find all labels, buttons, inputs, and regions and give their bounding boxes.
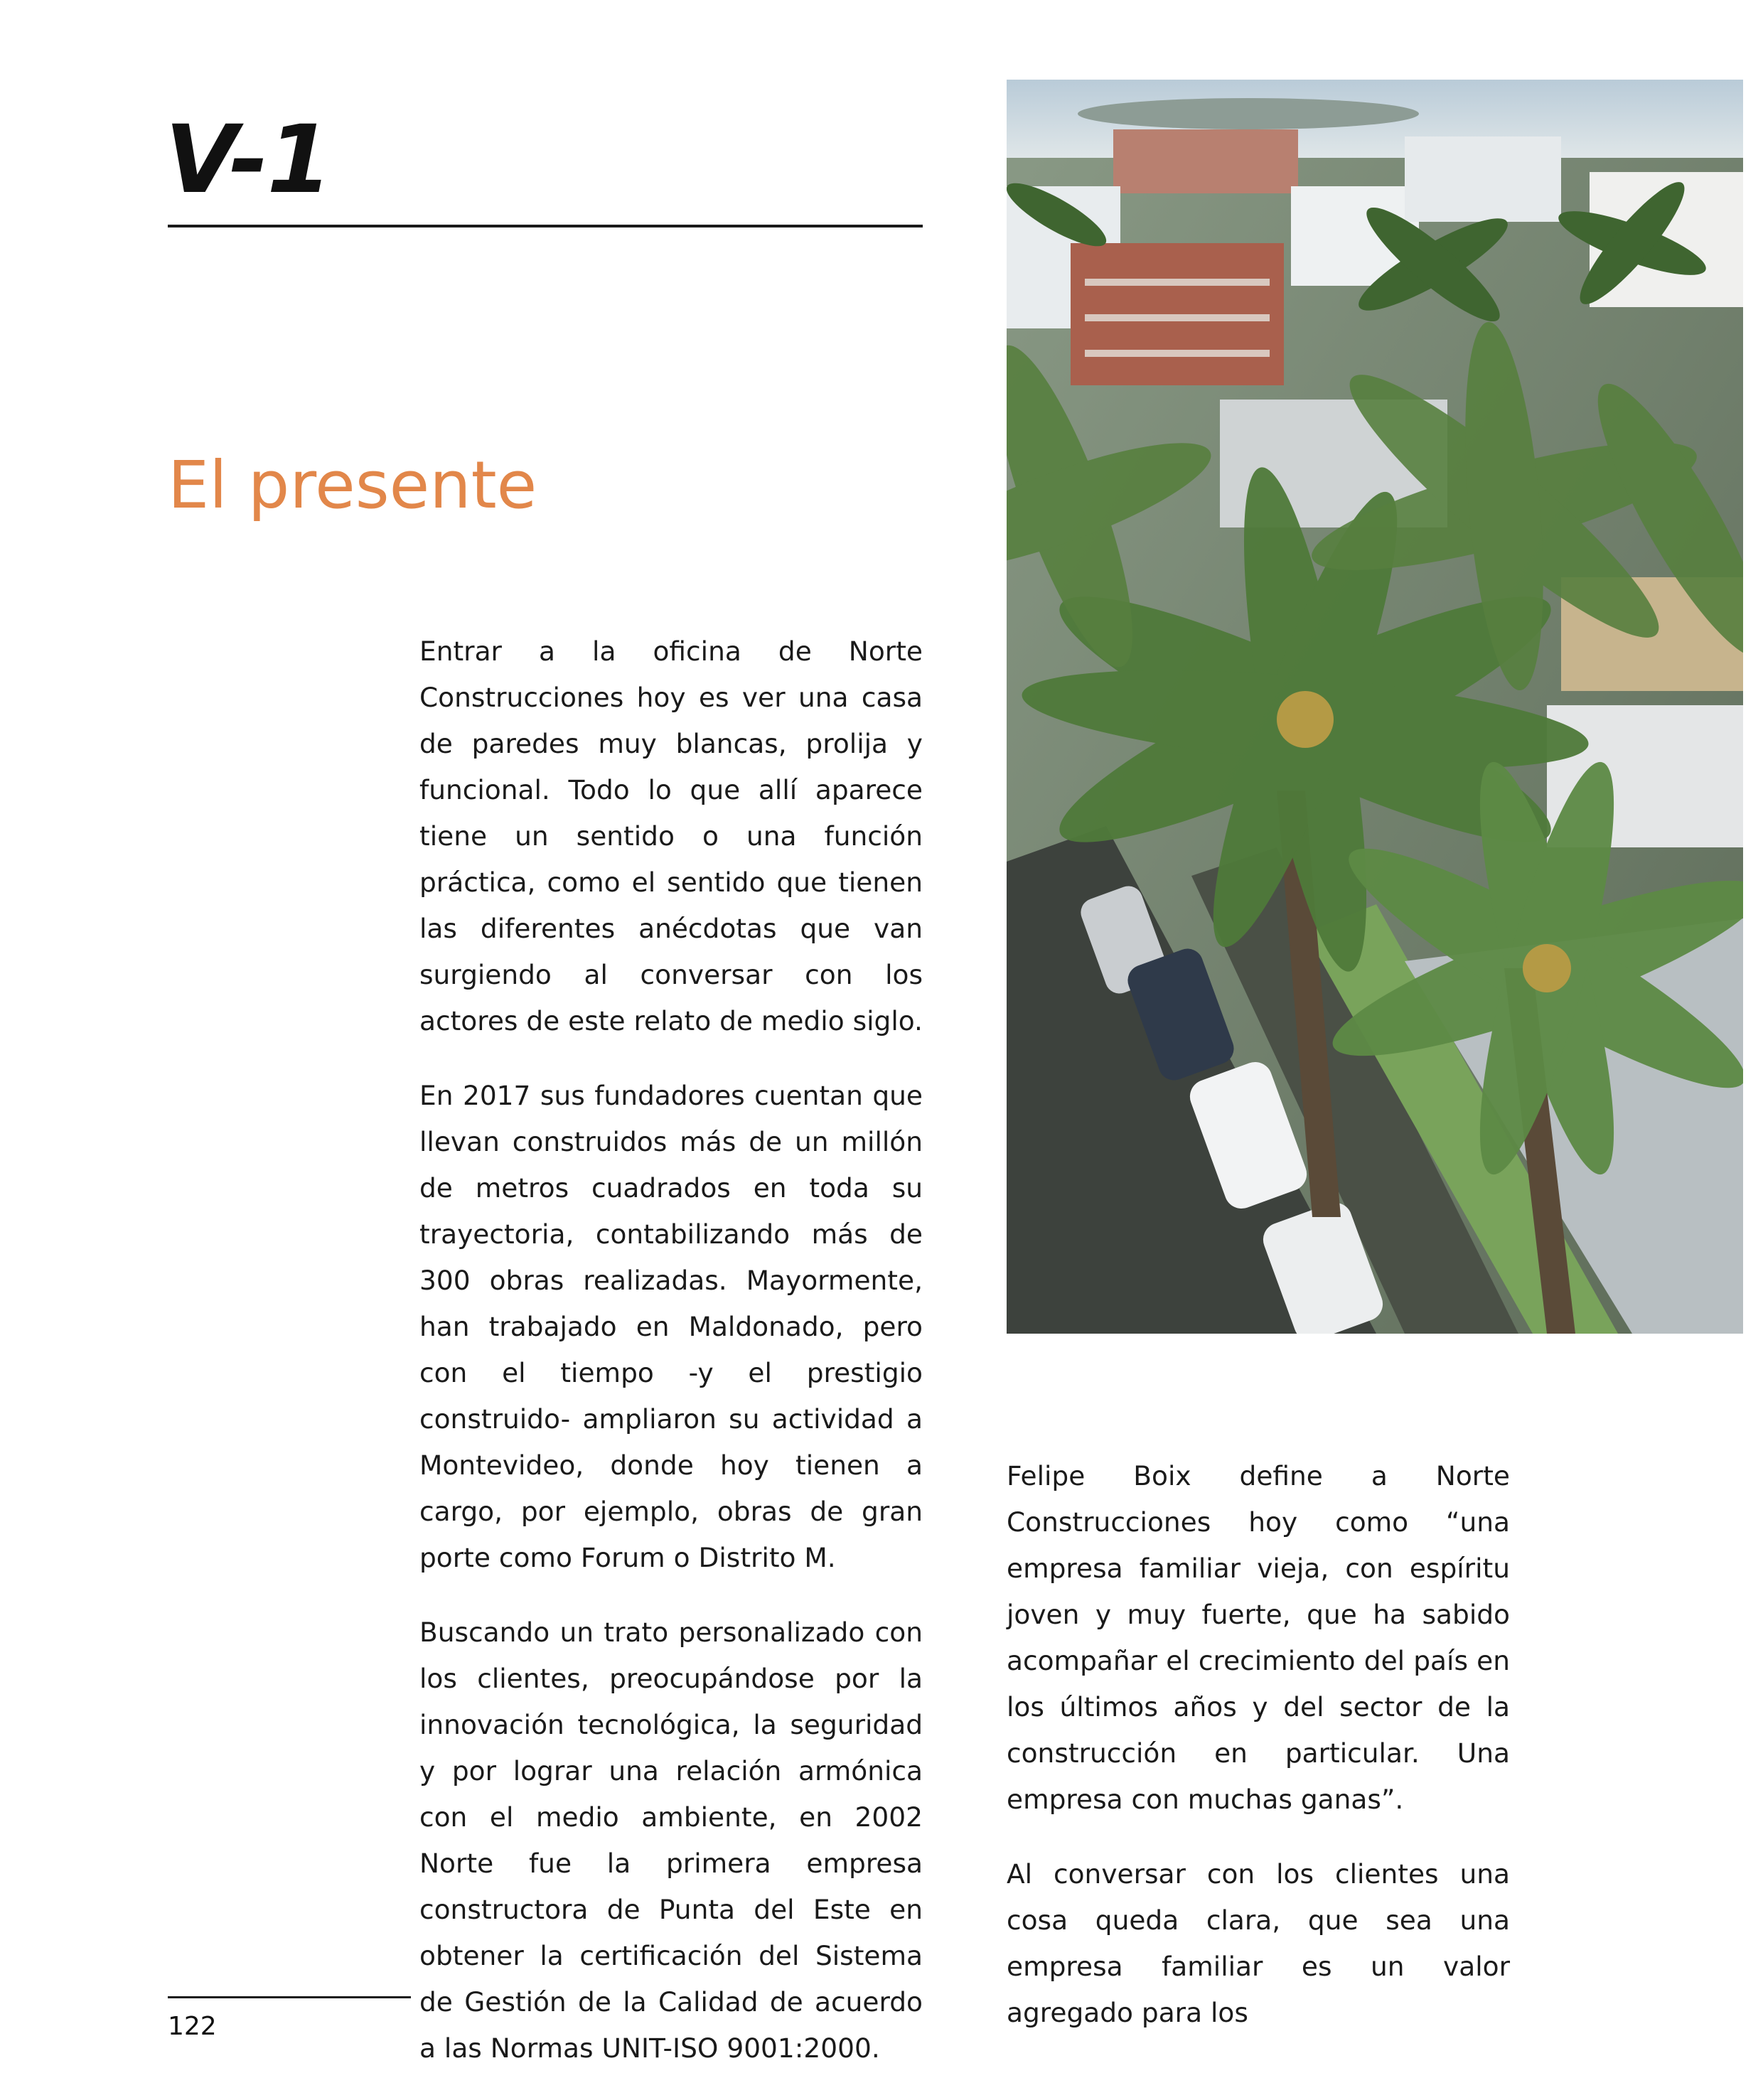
photo-illustration (1007, 80, 1743, 1334)
palm-trees-street-photo (1007, 80, 1743, 1334)
header-rule (168, 225, 923, 227)
left-text-column (419, 628, 923, 2100)
paragraph: Al conversar con los clientes una cosa queda clara, que sea una empresa familiar es un valor agregado para los (1007, 1858, 1510, 2028)
footer-rule (168, 1996, 411, 1998)
paragraph: Entrar a la oficina de Norte Construcciones hoy es ver una casa de paredes muy blancas, prolija y funcional. Todo lo que allí aparece tiene un sentido o una función práctica, como el sentido que tienen las diferentes anécdotas que van surgiendo al conversar con los actores de este relato de medio siglo. (419, 636, 923, 1036)
section-title: El presente (168, 447, 537, 523)
page-number: 122 (168, 2012, 217, 2041)
right-text-column (1007, 1453, 1510, 2064)
paragraph: Felipe Boix define a Norte Construcciones hoy como “una empresa familiar vieja, con espíritu joven y muy fuerte, que ha sabido acompañar el crecimiento del país en los últimos años y del sector de la construcción en particular. Una empresa con muchas ganas”. (1007, 1460, 1510, 1815)
paragraph: En 2017 sus fundadores cuentan que llevan construidos más de un millón de metros cuadrados en toda su trayectoria, contabilizando más de 300 obras realizadas. Mayormente, han trabajado en Maldonado, pero con el tiempo -y el prestigio construido- ampliaron su actividad a Montevideo, donde hoy tienen a cargo, por ejemplo, obras de gran porte como Forum o Distrito M. (419, 1080, 923, 1573)
chapter-number: V-1 (165, 105, 331, 215)
paragraph: Buscando un trato personalizado con los clientes, preocupándose por la innovación tecnológica, la seguridad y por lograr una relación armónica con el medio ambiente, en 2002 Norte fue la primera empresa constructora de Punta del Este en obtener la certificación del Sistema de Gestión de la Calidad de acuerdo a las Normas UNIT-ISO 9001:2000. (419, 1617, 923, 2064)
